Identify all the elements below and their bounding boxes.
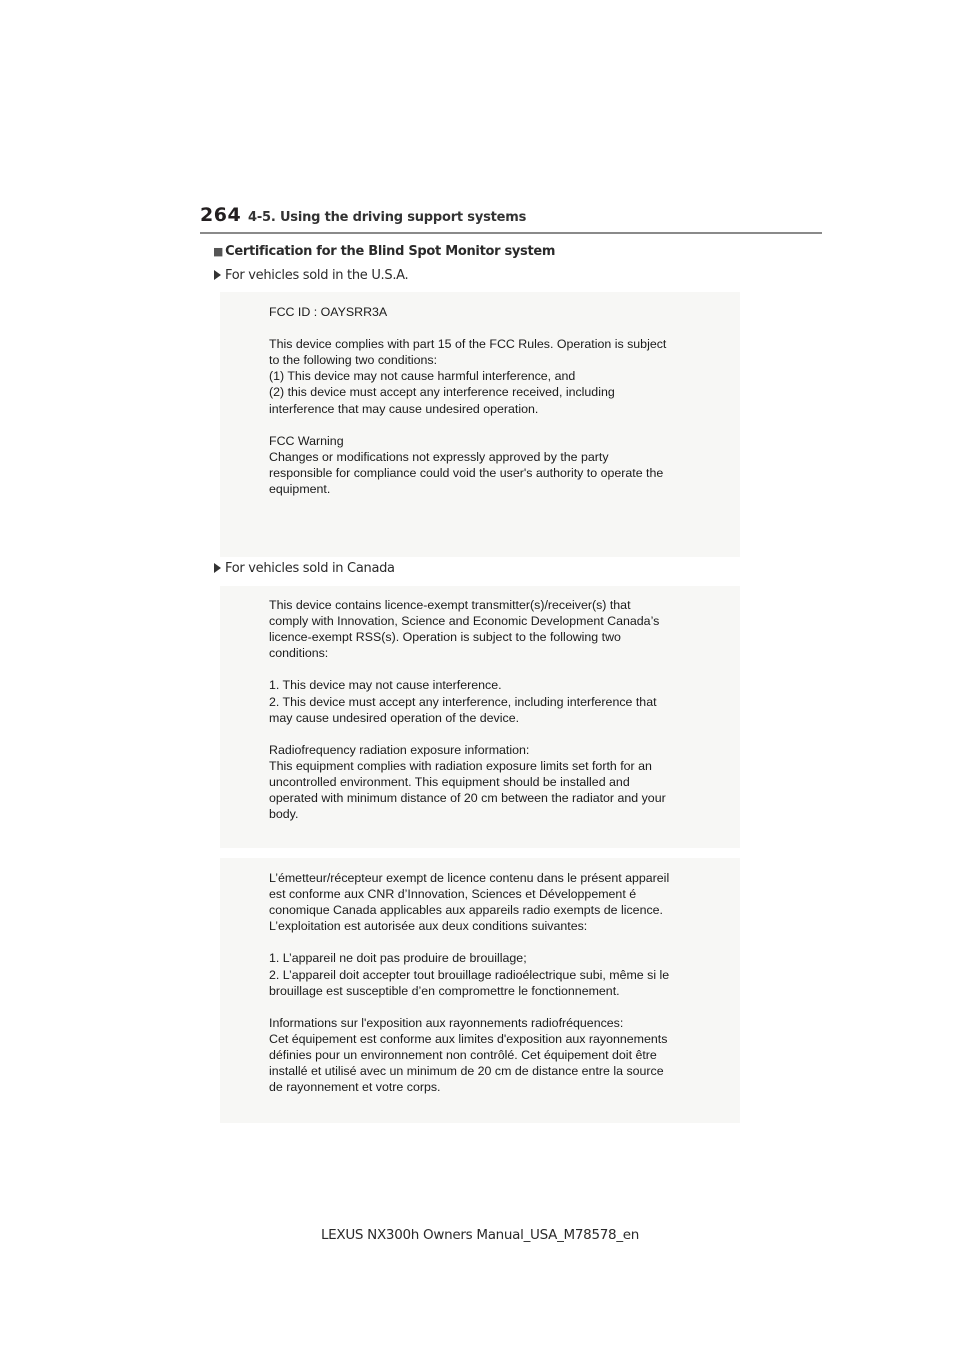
- section-title: 4-5. Using the driving support systems: [248, 210, 527, 225]
- subheading-text: Certification for the Blind Spot Monitor system: [225, 244, 556, 259]
- square-bullet-icon: ■: [213, 245, 224, 258]
- canada-label-english-text: This device contains licence-exempt transmitter(s)/receiver(s) that comply with Innovation, Science and Economic Development Canada’s licence-exempt RSS(s). Operation is subject to the following two conditions: 1. This device may not cause interference. 2. This device must accept any interference, including interference that may cause undesired operation of the device. Radiofrequency radiation exposure information: This equipment complies with radiation exposure limits set forth for an uncontrolled environment. This equipment should be installed and operated with minimum distance of 20 cm between the radiator and your body.: [269, 598, 666, 822]
- subheading: [213, 244, 555, 259]
- bullet-usa: [214, 268, 408, 283]
- canada-label-french: [220, 858, 740, 1123]
- bullet-canada-text: For vehicles sold in Canada: [225, 561, 395, 576]
- triangle-bullet-icon: [214, 563, 221, 573]
- fcc-label-text: FCC ID : OAYSRR3A This device complies with part 15 of the FCC Rules. Operation is subject to the following two conditions: (1) This device may not cause harmful interference, and (2) this device must accept any interference received, including interference that may cause undesired operation. FCC Warning Changes or modifications not expressly approved by the party responsible for compliance could void the user's authority to operate the equipment.: [269, 305, 667, 497]
- page-header: [200, 202, 822, 234]
- page-footer: LEXUS NX300h Owners Manual_USA_M78578_en: [320, 1227, 640, 1243]
- canada-label-french-text: L’émetteur/récepteur exempt de licence contenu dans le présent appareil est conforme aux CNR d’Innovation, Sciences et Développement é conomique Canada applicables aux appareils radio exempts de licence. L’exploitation est autorisée aux deux conditions suivantes: 1. L’appareil ne doit pas produire de brouillage; 2. L’appareil doit accepter tout brouillage radioélectrique subi, même si le brouillage est susceptible d’en compromettre le fonctionnement. Informations sur l'exposition aux rayonnements radiofréquences: Cet équipement est conforme aux limites d'exposition aux rayonnements définies pour un environnement non contrôlé. Cet équipement doit être installé et utilisé avec un minimum de 20 cm de distance entre la source de rayonnement et votre corps.: [269, 871, 670, 1095]
- bullet-canada: [214, 561, 395, 576]
- canada-label-english: [220, 586, 740, 848]
- triangle-bullet-icon: [214, 270, 221, 280]
- page-number: 264: [200, 204, 242, 226]
- fcc-label-image: [220, 292, 740, 557]
- bullet-usa-text: For vehicles sold in the U.S.A.: [225, 268, 409, 283]
